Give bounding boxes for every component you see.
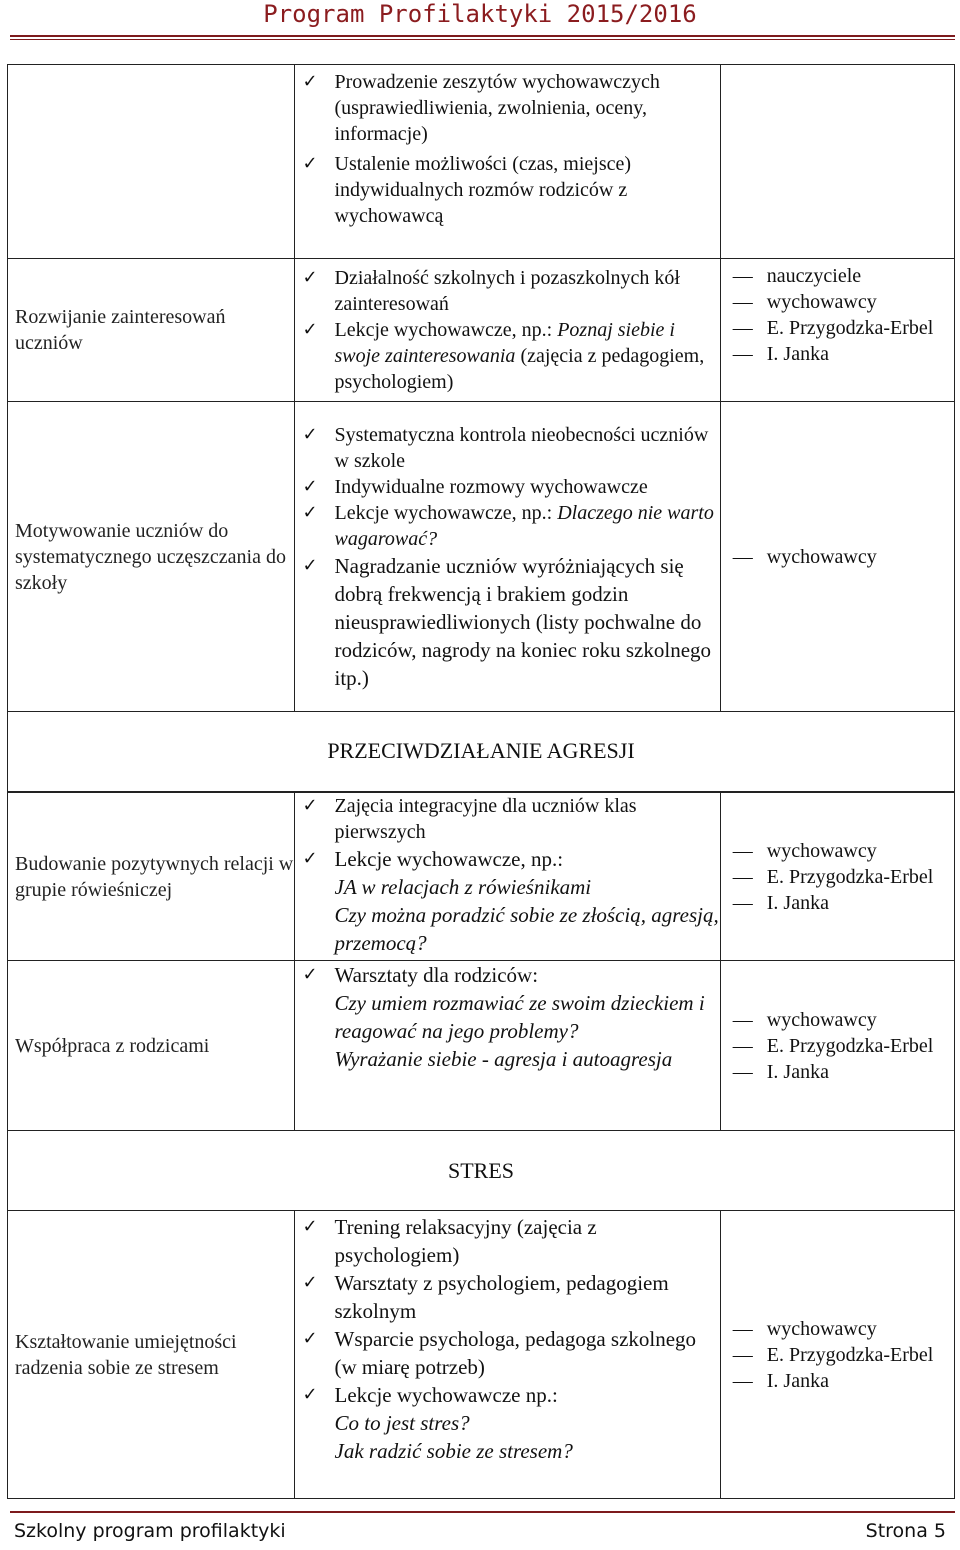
list-item: — wychowawcy bbox=[732, 291, 877, 313]
footer-rule bbox=[10, 1511, 955, 1513]
list-item: ✓ Warsztaty z psychologiem, pedagogiem szkolnym bbox=[302, 1271, 669, 1323]
list-item: ✓ Wsparcie psychologa, pedagoga szkolnego (w miarę potrzeb) bbox=[302, 1327, 697, 1379]
dash-icon: — bbox=[732, 891, 753, 914]
goal-cell bbox=[8, 65, 295, 259]
activities-cell bbox=[294, 402, 720, 712]
list-item: — E. Przygodzka-Erbel bbox=[732, 1034, 934, 1057]
table-row bbox=[8, 65, 955, 259]
goal-text: Współpraca z rodzicami bbox=[15, 1034, 210, 1057]
goal-cell bbox=[8, 961, 295, 1131]
check-icon: ✓ bbox=[302, 848, 318, 869]
table-row bbox=[8, 1211, 955, 1499]
goal-cell bbox=[8, 259, 295, 402]
check-icon: ✓ bbox=[302, 554, 318, 576]
goal-text: Kształtowanie umiejętności radzenia sobie ze stresem bbox=[15, 1330, 237, 1379]
check-icon: ✓ bbox=[302, 1384, 318, 1405]
activities-cell bbox=[294, 259, 720, 402]
activity-text: Ustalenie możliwości (czas, miejsce) indywidualnych rozmów rodziców z wychowawcą bbox=[334, 153, 632, 227]
table-row bbox=[8, 961, 955, 1131]
check-icon: ✓ bbox=[302, 423, 318, 445]
header-rule bbox=[10, 35, 955, 37]
footer-page-number: Strona 5 bbox=[865, 1520, 946, 1542]
check-icon: ✓ bbox=[302, 319, 318, 340]
list-item: — wychowawcy bbox=[732, 1008, 877, 1031]
goal-text: Budowanie pozytywnych relacji w grupie rówieśniczej bbox=[15, 852, 294, 901]
dash-icon: — bbox=[732, 545, 753, 568]
responsible-cell bbox=[720, 793, 954, 961]
activity-text: Działalność szkolnych i pozaszkolnych kół zainteresowań bbox=[334, 267, 680, 315]
table-row bbox=[8, 793, 955, 961]
list-item: — E. Przygodzka-Erbel bbox=[732, 1343, 934, 1366]
list-item: — I. Janka bbox=[732, 343, 829, 365]
dash-icon: — bbox=[732, 1317, 753, 1340]
check-icon: ✓ bbox=[302, 964, 318, 985]
list-item: ✓ Lekcje wychowawcze, np.: Poznaj siebie i swoje zainteresowania (zajęcia z pedagogiem, psychologiem) bbox=[302, 319, 705, 393]
check-icon: ✓ bbox=[302, 501, 318, 523]
dash-icon: — bbox=[732, 1060, 753, 1083]
list-item: — nauczyciele bbox=[732, 265, 862, 287]
list-item: — E. Przygodzka-Erbel bbox=[732, 317, 934, 339]
dash-icon: — bbox=[732, 839, 753, 862]
list-item bbox=[302, 151, 720, 229]
goal-cell bbox=[8, 402, 295, 712]
responsible-cell bbox=[720, 402, 954, 712]
dash-icon: — bbox=[732, 1369, 753, 1392]
list-item: — I. Janka bbox=[732, 1369, 829, 1392]
dash-icon: — bbox=[732, 865, 753, 888]
list-item: — wychowawcy bbox=[732, 545, 877, 568]
responsible-cell bbox=[720, 259, 954, 402]
check-icon: ✓ bbox=[302, 267, 318, 288]
section-row bbox=[8, 1131, 955, 1211]
list-item: ✓ Trening relaksacyjny (zajęcia z psychologiem) bbox=[302, 1215, 597, 1267]
dash-icon: — bbox=[732, 291, 753, 313]
check-icon: ✓ bbox=[302, 1328, 318, 1349]
responsible-cell bbox=[720, 1211, 954, 1499]
section-row bbox=[8, 712, 955, 792]
check-icon: ✓ bbox=[302, 71, 318, 92]
program-table-part1 bbox=[7, 64, 955, 792]
check-icon: ✓ bbox=[302, 795, 318, 816]
page-header-title: Program Profilaktyki 2015/2016 bbox=[263, 0, 697, 28]
table-row bbox=[8, 402, 955, 712]
activities-cell bbox=[294, 793, 720, 961]
dash-icon: — bbox=[732, 343, 753, 365]
table-row bbox=[8, 259, 955, 402]
list-item: ✓ Lekcje wychowawcze, np.: Dlaczego nie warto wagarować? bbox=[302, 501, 714, 550]
list-item: — I. Janka bbox=[732, 1060, 829, 1083]
list-item bbox=[302, 69, 720, 147]
list-item: ✓ Warsztaty dla rodziców: Czy umiem rozmawiać ze swoim dzieckiem i reagować na jego problemy? Wyrażanie siebie - agresja i autoagresja bbox=[302, 963, 705, 1071]
header-rule-thin bbox=[10, 39, 955, 40]
dash-icon: — bbox=[732, 1008, 753, 1031]
list-item: — wychowawcy bbox=[732, 1317, 877, 1340]
activity-text: Prowadzenie zeszytów wychowawczych (usprawiedliwienia, zwolnienia, oceny, informacje) bbox=[334, 71, 660, 145]
list-item: — I. Janka bbox=[732, 891, 829, 914]
check-icon: ✓ bbox=[302, 475, 318, 497]
responsible-cell bbox=[720, 65, 954, 259]
footer-document-name: Szkolny program profilaktyki bbox=[14, 1520, 286, 1542]
check-icon: ✓ bbox=[302, 153, 318, 174]
dash-icon: — bbox=[732, 1343, 753, 1366]
check-icon: ✓ bbox=[302, 1216, 318, 1237]
list-item: ✓ Systematyczna kontrola nieobecności uczniów w szkole bbox=[302, 423, 709, 472]
goal-text: Motywowanie uczniów do systematycznego uczęszczania do szkoły bbox=[15, 519, 286, 594]
activities-cell bbox=[294, 961, 720, 1131]
dash-icon: — bbox=[732, 317, 753, 339]
dash-icon: — bbox=[732, 1034, 753, 1057]
list-item: ✓ Nagradzanie uczniów wyróżniających się dobrą frekwencją i brakiem godzin nieusprawiedliwionych (listy pochwalne do rodziców, nagrody na koniec roku szkolnego itp.) bbox=[302, 553, 712, 690]
check-icon: ✓ bbox=[302, 1272, 318, 1293]
responsible-cell bbox=[720, 961, 954, 1131]
section-heading-stres: STRES bbox=[8, 1131, 955, 1211]
goal-cell bbox=[8, 793, 295, 961]
section-heading-agresja: PRZECIWDZIAŁANIE AGRESJI bbox=[8, 712, 955, 792]
list-item bbox=[302, 265, 720, 317]
dash-icon: — bbox=[732, 265, 753, 287]
activities-cell bbox=[294, 65, 720, 259]
list-item: ✓ Zajęcia integracyjne dla uczniów klas pierwszych bbox=[302, 795, 637, 843]
program-table-part2 bbox=[7, 792, 955, 1499]
list-item: — E. Przygodzka-Erbel bbox=[732, 865, 934, 888]
goal-text: Rozwijanie zainteresowań uczniów bbox=[15, 306, 226, 354]
list-item: ✓ Lekcje wychowawcze np.: Co to jest stres? Jak radzić sobie ze stresem? bbox=[302, 1383, 573, 1463]
list-item: ✓ Lekcje wychowawcze, np.: JA w relacjach z rówieśnikami Czy można poradzić sobie ze złością, agresją, przemocą? bbox=[302, 847, 719, 955]
goal-cell bbox=[8, 1211, 295, 1499]
activities-cell bbox=[294, 1211, 720, 1499]
list-item: — wychowawcy bbox=[732, 839, 877, 862]
list-item: ✓ Indywidualne rozmowy wychowawcze bbox=[302, 475, 648, 498]
